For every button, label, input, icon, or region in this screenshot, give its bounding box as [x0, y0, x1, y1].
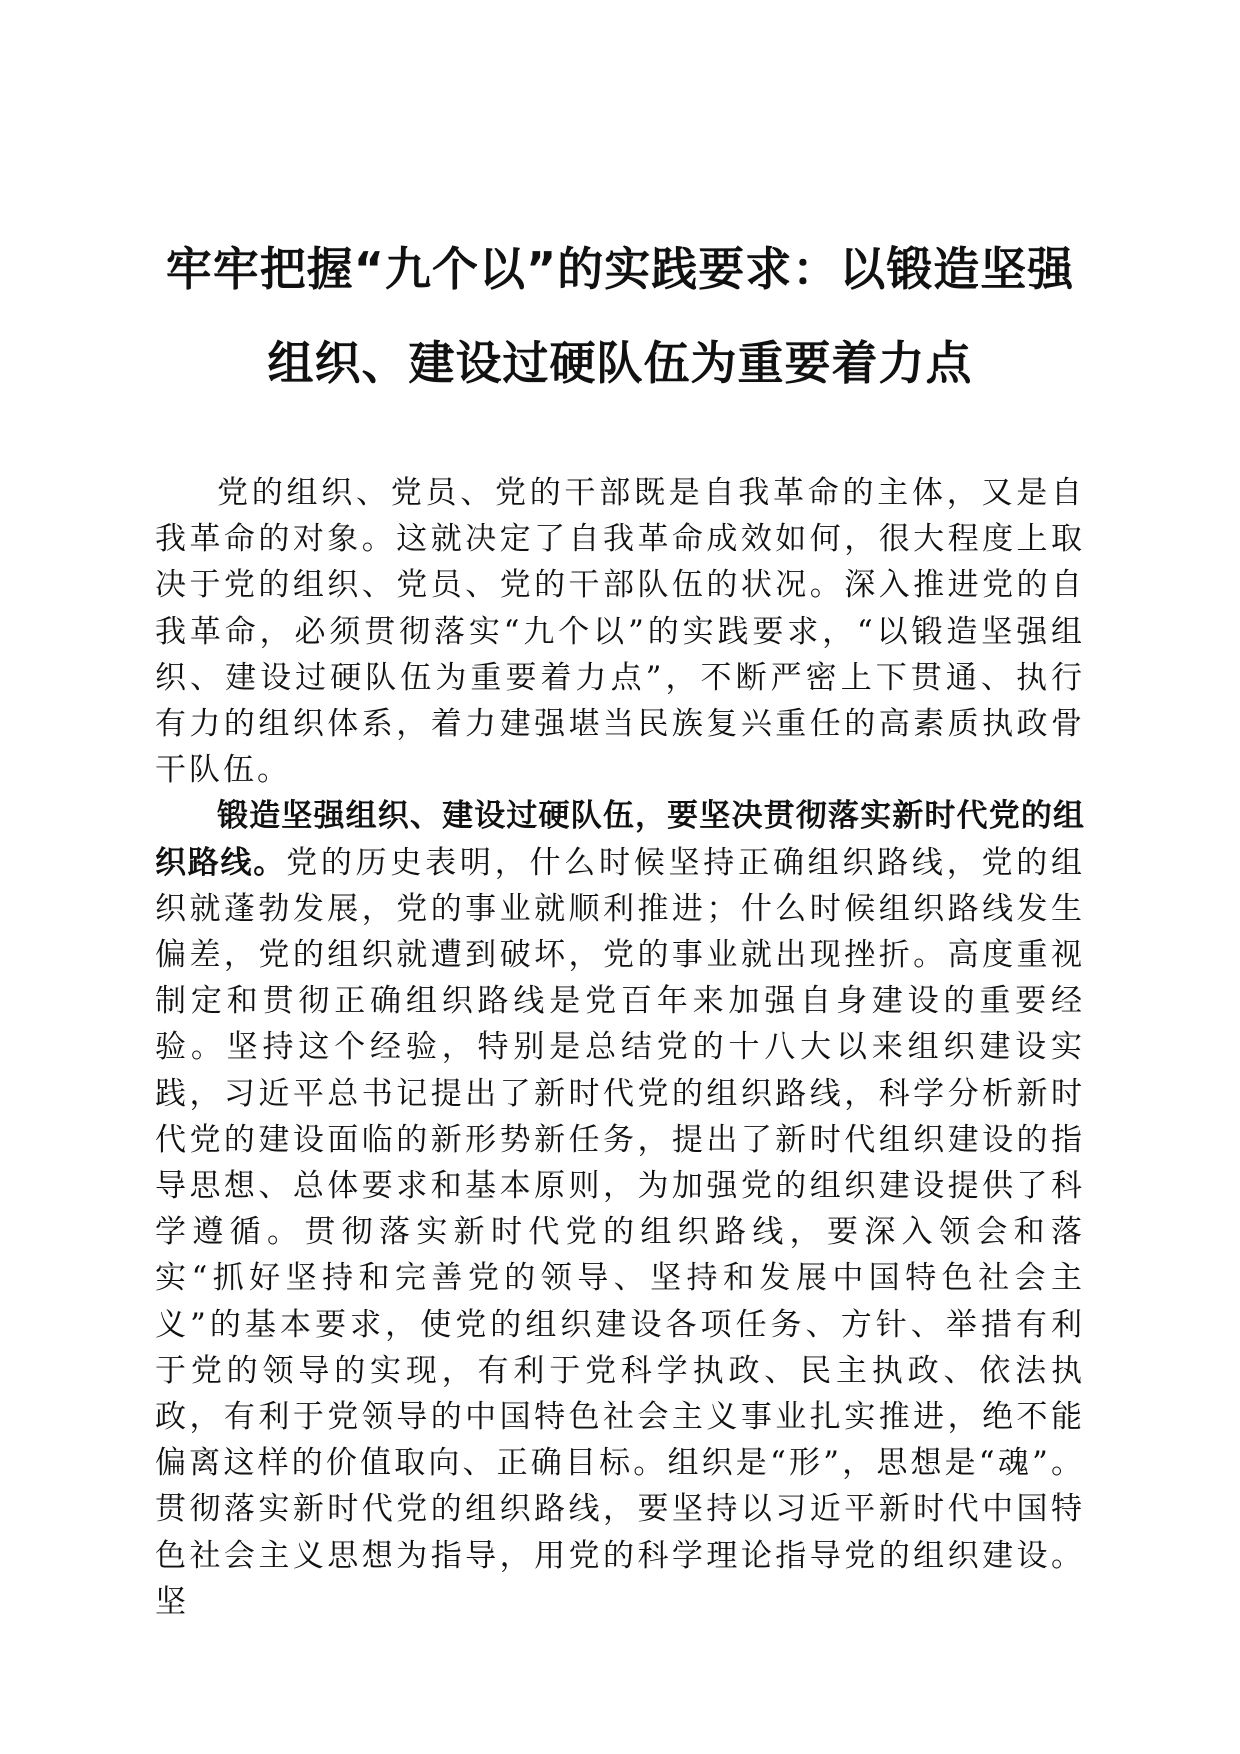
- paragraph-2: [155, 793, 1085, 1625]
- document-body: [155, 470, 1085, 1625]
- title-line-2: 组织、建设过硬队伍为重要着力点: [267, 336, 973, 390]
- document-title: [155, 222, 1085, 410]
- paragraph-2-lead: 锻造坚强组织、建设过硬队伍，要坚决贯彻落实新时代党的组织路线。: [155, 798, 1085, 881]
- title-line-1: 牢牢把握“九个以”的实践要求：以锻造坚强: [165, 242, 1075, 296]
- paragraph-1: [155, 470, 1085, 793]
- paragraph-2-text: 党的历史表明，什么时候坚持正确组织路线，党的组织就蓬勃发展，党的事业就顺利推进；什么时候组织路线发生偏差，党的组织就遭到破坏，党的事业就出现挫折。高度重视制定和贯彻正确组织路线是党百年来加强自身建设的重要经验。坚持这个经验，特别是总结党的十八大以来组织建设实践，习近平总书记提出了新时代党的组织路线，科学分析新时代党的建设面临的新形势新任务，提出了新时代组织建设的指导思想、总体要求和基本原则，为加强党的组织建设提供了科学遵循。贯彻落实新时代党的组织路线，要深入领会和落实“抓好坚持和完善党的领导、坚持和发展中国特色社会主义”的基本要求，使党的组织建设各项任务、方针、举措有利于党的领导的实现，有利于党科学执政、民主执政、依法执政，有利于党领导的中国特色社会主义事业扎实推进，绝不能偏离这样的价值取向、正确目标。组织是“形”，思想是“魂”。贯彻落实新时代党的组织路线，要坚持以习近平新时代中国特色社会主义思想为指导，用党的科学理论指导党的组织建设。坚: [155, 844, 1085, 1620]
- paragraph-1-text: 党的组织、党员、党的干部既是自我革命的主体，又是自我革命的对象。这就决定了自我革命成效如何，很大程度上取决于党的组织、党员、党的干部队伍的状况。深入推进党的自我革命，必须贯彻落实“九个以”的实践要求，“以锻造坚强组织、建设过硬队伍为重要着力点”，不断严密上下贯通、执行有力的组织体系，着力建强堪当民族复兴重任的高素质执政骨干队伍。: [155, 475, 1085, 789]
